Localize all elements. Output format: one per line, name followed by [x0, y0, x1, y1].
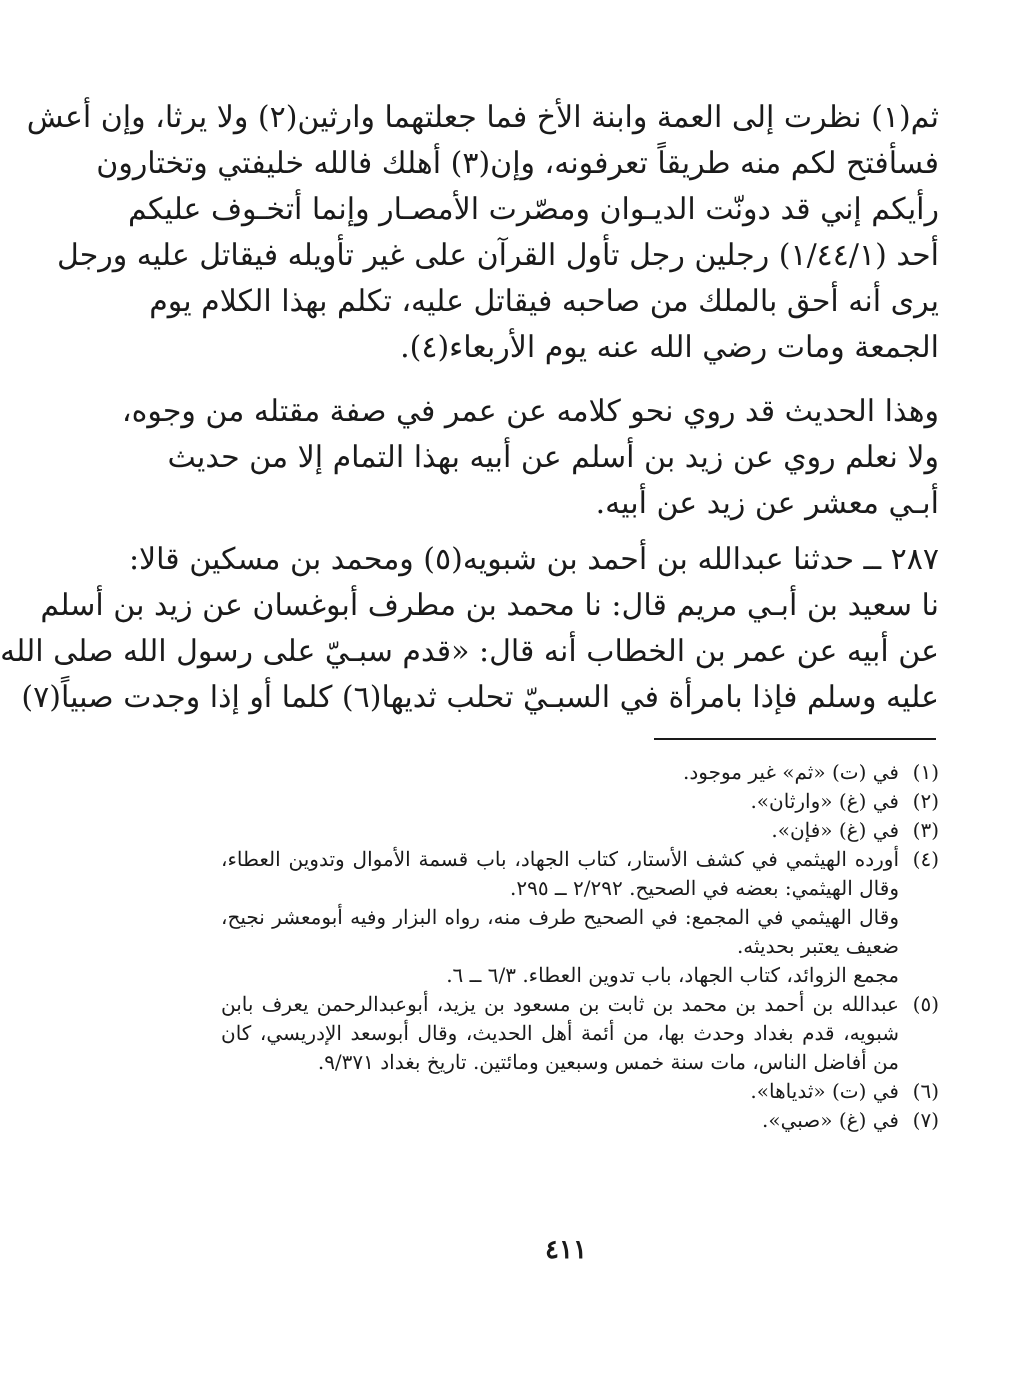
footnote-number: (٧): [912, 1108, 939, 1132]
footnote-number: (٢): [912, 789, 939, 813]
footnote-line: شبويه، قدم بغداد وحدث بها، من أئمة أهل الحديث، وقال أبوسعد الإدريسي، كان: [221, 1021, 899, 1045]
footnote-line: وقال الهيثمي في المجمع: في الصحيح طرف منه، رواه البزار وفيه أبومعشر نجيح،: [221, 905, 899, 929]
text-line: أبـي معشر عن زيد عن أبيه.: [595, 486, 939, 521]
text-line: عن أبيه عن عمر بن الخطاب أنه قال: «قدم سبـيّ على رسول الله صلى الله: [0, 634, 939, 669]
text-line: رأيكم إني قد دونّت الديـوان ومصّرت الأمصـار وإنما أتخـوف عليكم: [127, 192, 939, 227]
footnote-line: في (غ) «فإن».: [771, 818, 899, 842]
text-line: ولا نعلم روي عن زيد بن أسلم عن أبيه بهذا التمام إلا من حديث: [167, 440, 939, 475]
text-line: وهذا الحديث قد روي نحو كلامه عن عمر في صفة مقتله من وجوه،: [121, 394, 939, 429]
footnotes: [221, 758, 939, 1135]
footnote-line: عبدالله بن أحمد بن محمد بن ثابت بن مسعود بن يزيد، أبوعبدالرحمن يعرف بابن: [221, 992, 899, 1016]
paragraph-1: [26, 95, 939, 371]
text-line: نا سعيد بن أبـي مريم قال: نا محمد بن مطرف أبوغسان عن زيد بن أسلم: [40, 588, 939, 623]
text-line: الجمعة ومات رضي الله عنه يوم الأربعاء(٤).: [400, 330, 939, 365]
text-line: ثم(١) نظرت إلى العمة وابنة الأخ فما جعلتهما وارثين(٢) ولا يرثا، وإن أعش: [26, 100, 939, 135]
footnote-5: [221, 990, 939, 1077]
footnote-4: [221, 845, 939, 990]
text-line: عليه وسلم فإذا بامرأة في السبـيّ تحلب ثديها(٦) كلما أو إذا وجدت صبياً(٧): [21, 680, 939, 715]
page-number: ٤١١: [545, 1235, 587, 1265]
footnote-6: [221, 1077, 939, 1106]
text-line: ٢٨٧ ــ حدثنا عبدالله بن أحمد بن شبويه(٥) ومحمد بن مسكين قالا:: [128, 542, 939, 577]
footnote-line: في (ت) «ثم» غير موجود.: [683, 760, 899, 784]
text-line: أحد (١/٤٤/١) رجلين رجل تأول القرآن على غير تأويله فيقاتل عليه ورجل: [56, 238, 939, 273]
footnote-line: ضعيف يعتبر بحديثه.: [736, 934, 899, 958]
footnote-number: (٣): [912, 818, 939, 842]
paragraph-2: [121, 389, 939, 527]
footnote-2: [221, 787, 939, 816]
footnote-line: أورده الهيثمي في كشف الأستار، كتاب الجهاد، باب قسمة الأموال وتدوين العطاء،: [221, 847, 899, 871]
footnote-number: (١): [912, 760, 939, 784]
footnote-line: في (ت) «ثدياها».: [750, 1079, 899, 1103]
footnote-number: (٤): [912, 847, 939, 871]
main-text: [0, 95, 939, 721]
footnote-number: (٥): [912, 992, 939, 1016]
footnote-line: في (غ) «صبي».: [761, 1108, 899, 1132]
footnote-separator: [654, 738, 936, 740]
footnote-line: مجمع الزوائد، كتاب الجهاد، باب تدوين العطاء. ٦/٣ ــ ٦.: [446, 963, 899, 987]
footnote-1: [221, 758, 939, 787]
footnote-line: من أفاضل الناس، مات سنة خمس وسبعين ومائتين. تاريخ بغداد ٩/٣٧١.: [317, 1050, 899, 1074]
footnote-line: في (غ) «وارثان».: [750, 789, 899, 813]
footnote-number: (٦): [912, 1079, 939, 1103]
footnote-line: وقال الهيثمي: بعضه في الصحيح. ٢/٢٩٢ ــ ٢٩٥.: [509, 876, 899, 900]
paragraph-3: [0, 537, 939, 721]
footnote-3: [221, 816, 939, 845]
text-line: يرى أنه أحق بالملك من صاحبه فيقاتل عليه، تكلم بهذا الكلام يوم: [149, 284, 939, 319]
text-line: فسأفتح لكم منه طريقاً تعرفونه، وإن(٣) أهلك فالله خليفتي وتختارون: [96, 146, 939, 181]
footnote-7: [221, 1106, 939, 1135]
